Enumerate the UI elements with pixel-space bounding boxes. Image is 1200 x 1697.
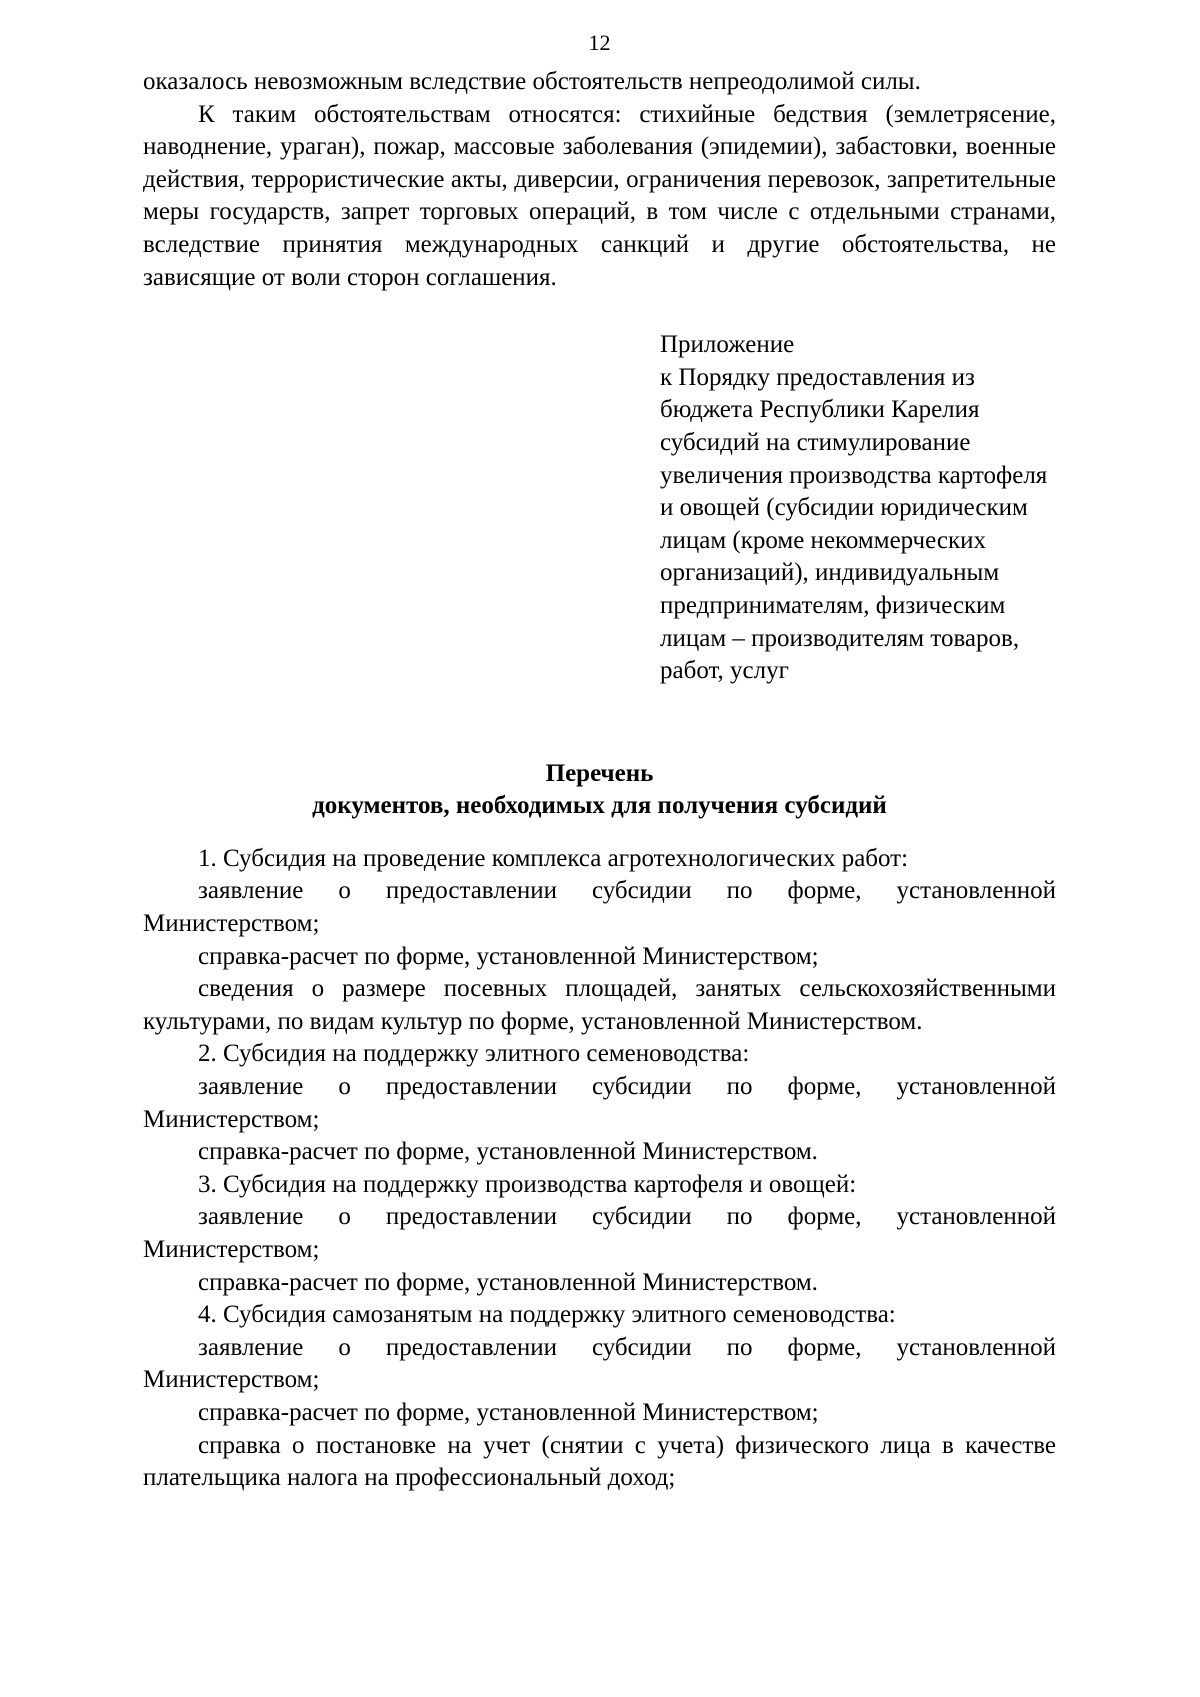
title-line-2: документов, необходимых для получения субсидий: [312, 792, 887, 820]
appendix-line: организаций), индивидуальным: [660, 559, 1000, 587]
list-item: заявление о предоставлении субсидии по форме, установленной Министерством;: [143, 1333, 1056, 1394]
page-number: 12: [588, 30, 611, 55]
list-item: заявление о предоставлении субсидии по форме, установленной Министерством;: [143, 1073, 1056, 1133]
appendix-line: лицам – производителям товаров,: [660, 624, 1020, 652]
list-item: 3. Субсидия на поддержку производства картофеля и овощей:: [198, 1170, 857, 1198]
title-line-1: Перечень: [545, 759, 654, 787]
list-item: справка о постановке на учет (снятии с учета) физического лица в качестве плательщика налога на профессиональный доход;: [143, 1431, 1056, 1492]
list-item: 2. Субсидия на поддержку элитного семеноводства:: [198, 1040, 750, 1068]
appendix-line: увеличения производства картофеля: [660, 461, 1048, 489]
list-item: справка-расчет по форме, установленной Министерством;: [198, 1398, 819, 1426]
appendix-line: субсидий на стимулирование: [660, 428, 971, 456]
list-item: справка-расчет по форме, установленной Министерством;: [198, 942, 819, 970]
appendix-line: и овощей (субсидии юридическим: [660, 494, 1028, 522]
continuation-text: оказалось невозможным вследствие обстоятельств непреодолимой силы.: [143, 68, 921, 95]
force-majeure-paragraph: К таким обстоятельствам относятся: стихийные бедствия (землетрясение, наводнение, ураган), пожар, массовые заболевания (эпидемии), забастовки, военные действия, террористические акты, диверсии, ограничения перевозок, запретительные меры государств, запрет торговых операций, в том числе с отдельными странами, вследствие принятия международных санкций и другие обстоятельства, не зависящие от воли сторон соглашения.: [143, 100, 1056, 291]
appendix-header: [660, 329, 1056, 688]
list-item: справка-расчет по форме, установленной Министерством.: [198, 1138, 818, 1166]
appendix-line: к Порядку предоставления из: [660, 363, 975, 391]
appendix-line: бюджета Республики Карелия: [660, 396, 980, 424]
list-item: справка-расчет по форме, установленной Министерством.: [198, 1268, 818, 1296]
appendix-line: работ, услуг: [660, 657, 789, 685]
document-title: [143, 758, 1056, 823]
appendix-line: предпринимателям, физическим: [660, 591, 1006, 619]
appendix-line: Приложение: [660, 331, 795, 359]
list-item: 4. Субсидия самозанятым на поддержку элитного семеноводства:: [198, 1301, 896, 1329]
list-item: заявление о предоставлении субсидии по форме, установленной Министерством;: [143, 877, 1056, 938]
documents-list: [143, 843, 1056, 1495]
list-item: заявление о предоставлении субсидии по форме, установленной Министерством;: [143, 1203, 1056, 1263]
list-item: 1. Субсидия на проведение комплекса агротехнологических работ:: [198, 844, 909, 872]
list-item: сведения о размере посевных площадей, занятых сельскохозяйственными культурами, по видам культур по форме, установленной Министерством.: [143, 975, 1056, 1035]
appendix-line: лицам (кроме некоммерческих: [660, 526, 986, 554]
